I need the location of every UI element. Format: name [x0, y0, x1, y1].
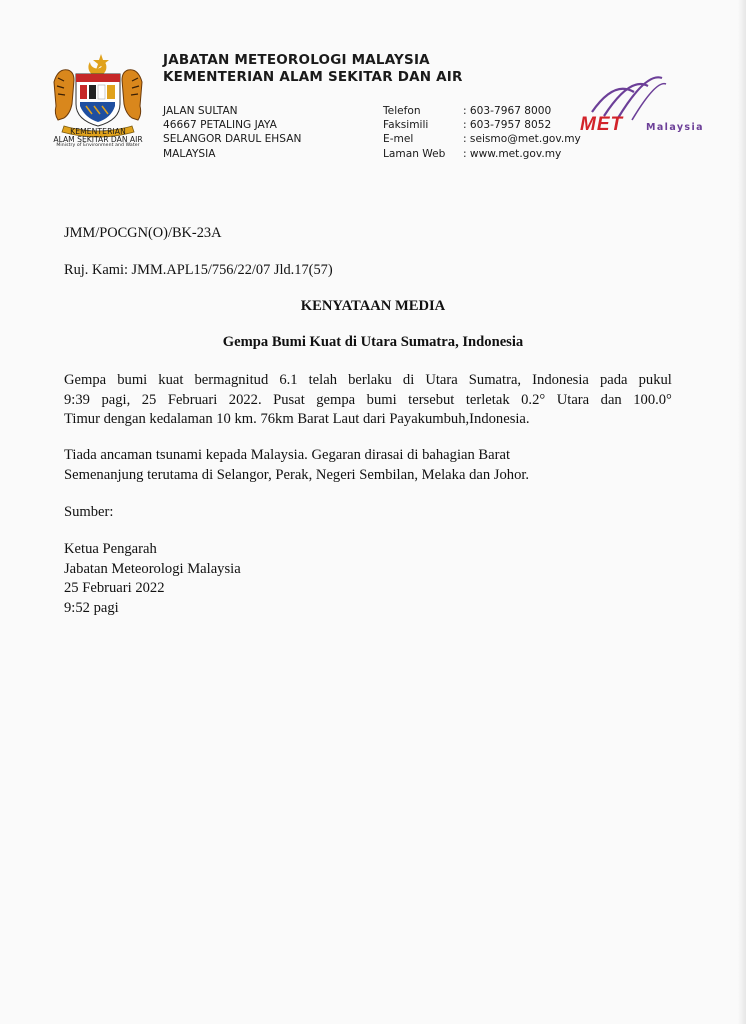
- contact-value: : 603-7957 8052: [463, 119, 552, 132]
- org-name: JABATAN METEOROLOGI MALAYSIA: [163, 52, 430, 68]
- document-subtitle: Gempa Bumi Kuat di Utara Sumatra, Indonesia: [222, 334, 524, 350]
- contact-label: Telefon: [383, 105, 421, 117]
- address-line: JALAN SULTAN: [163, 105, 238, 117]
- our-reference: Ruj. Kami: JMM.APL15/756/22/07 Jld.17(57): [64, 262, 333, 278]
- contact-label: Laman Web: [383, 147, 446, 160]
- crest-caption: [40, 128, 156, 149]
- paragraph-line: [64, 371, 672, 391]
- word: Pusat: [273, 391, 305, 408]
- word: terletak: [465, 391, 510, 408]
- address-line: SELANGOR DARUL EHSAN: [163, 133, 302, 146]
- word: berlaku: [348, 372, 392, 388]
- met-logo-text: MET: [580, 114, 624, 134]
- word: 0.2°: [521, 391, 546, 408]
- contact-label: Faksimili: [383, 119, 429, 132]
- word: 100.0°: [633, 391, 672, 408]
- contact-row-fax: [383, 118, 581, 132]
- document-title: KENYATAAN MEDIA: [300, 298, 446, 314]
- contact-row-website: [383, 147, 581, 161]
- word: telah: [308, 372, 337, 388]
- source-label: Sumber:: [64, 504, 114, 520]
- word: dan: [600, 391, 622, 408]
- paragraph-tsunami-notice: [64, 446, 674, 485]
- paragraph-line: [64, 391, 672, 411]
- crest-caption-line2: ALAM SEKITAR DAN AIR: [53, 134, 143, 144]
- contact-value: : seismo@met.gov.my: [463, 133, 581, 146]
- contact-value: : 603-7967 8000: [463, 105, 552, 117]
- word: bermagnitud: [194, 372, 269, 388]
- word: bumi: [366, 391, 397, 408]
- word: di: [402, 372, 415, 388]
- signatory-position: Ketua Pengarah: [64, 541, 157, 557]
- crest-caption-line1: KEMENTERIAN: [70, 127, 126, 136]
- word: 6.1: [279, 372, 298, 388]
- signatory-department: Jabatan Meteorologi Malaysia: [64, 560, 241, 577]
- paragraph-earthquake-details: [64, 371, 674, 430]
- word: 25: [141, 391, 157, 408]
- word: Sumatra,: [468, 372, 522, 388]
- word: kuat: [158, 372, 184, 388]
- word: pukul: [638, 372, 672, 388]
- word: 9:39: [64, 391, 90, 408]
- met-malaysia-logo: [574, 72, 724, 134]
- word: Utara: [425, 372, 458, 388]
- signature-block: [64, 540, 241, 618]
- paragraph-line: Semenanjung terutama di Selangor, Perak, Negeri Sembilan, Melaka dan Johor.: [64, 466, 530, 483]
- word: Indonesia: [532, 372, 589, 388]
- met-logo-country: Malaysia: [646, 122, 704, 133]
- address-line: 46667 PETALING JAYA: [163, 119, 277, 132]
- word: pagi,: [101, 391, 131, 408]
- word: Februari: [167, 391, 218, 408]
- word: 2022.: [228, 391, 262, 408]
- page-edge-shadow: [738, 0, 746, 1024]
- contact-value: : www.met.gov.my: [463, 147, 562, 160]
- word: bumi: [117, 372, 148, 388]
- word: pada: [599, 372, 628, 388]
- release-time: 9:52 pagi: [64, 599, 119, 616]
- contact-label: E-mel: [383, 133, 414, 146]
- contact-row-phone: [383, 104, 581, 118]
- word: Utara: [556, 391, 590, 408]
- crest-caption-line3: Ministry of Environment and Water: [56, 142, 140, 148]
- address-line: MALAYSIA: [163, 147, 216, 160]
- release-date: 25 Februari 2022: [64, 580, 165, 597]
- ministry-name: KEMENTERIAN ALAM SEKITAR DAN AIR: [163, 69, 463, 85]
- contact-row-email: [383, 132, 581, 146]
- address-block: [163, 104, 301, 161]
- word: Gempa: [64, 372, 107, 388]
- paragraph-line: Timur dengan kedalaman 10 km. 76km Barat Laut dari Payakumbuh,Indonesia.: [64, 411, 530, 428]
- reference-number: JMM/POCGN(O)/BK-23A: [64, 225, 222, 241]
- contact-block: [383, 104, 581, 161]
- word: gempa: [316, 391, 356, 408]
- word: tersebut: [408, 391, 455, 408]
- paragraph-line: Tiada ancaman tsunami kepada Malaysia. Gegaran dirasai di bahagian Barat: [64, 447, 511, 463]
